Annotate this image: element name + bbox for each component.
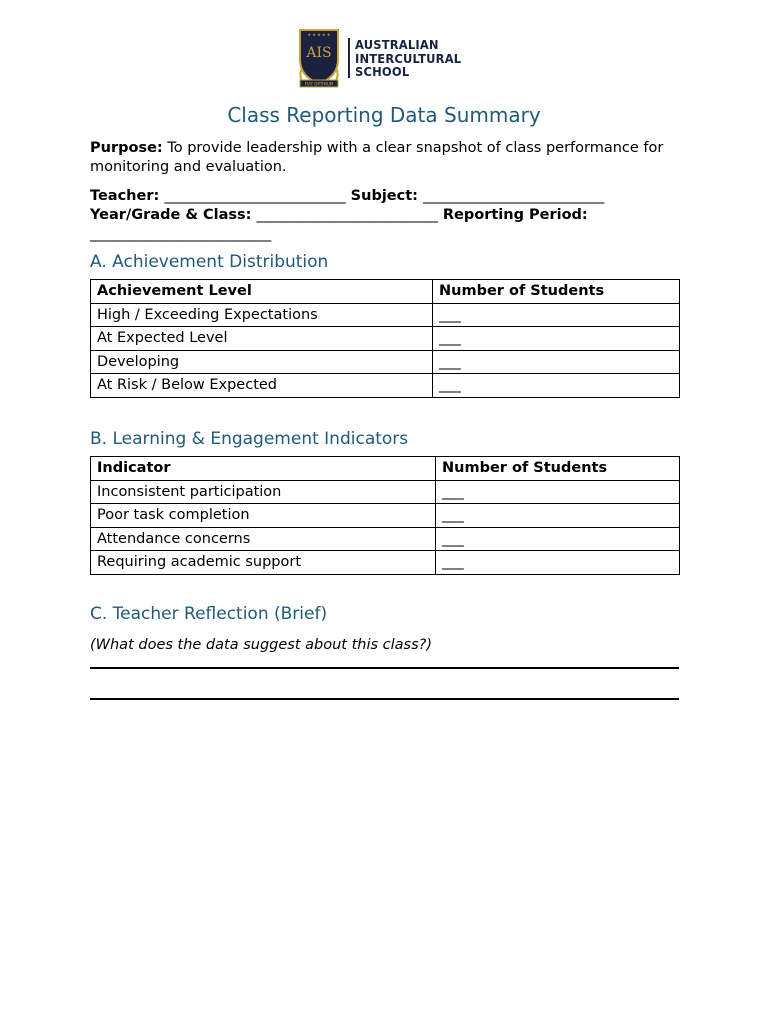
subject-field[interactable]: _________________________ bbox=[423, 188, 605, 204]
reporting-period-field[interactable]: _________________________ bbox=[90, 226, 272, 242]
column-header: Indicator bbox=[91, 457, 436, 481]
logo-divider bbox=[348, 38, 350, 78]
school-name-line: INTERCULTURAL bbox=[355, 50, 462, 66]
crest-icon bbox=[296, 26, 342, 90]
reporting-period-label: Reporting Period: bbox=[442, 207, 588, 223]
purpose-label: Purpose: bbox=[90, 140, 163, 156]
column-header: Achievement Level bbox=[91, 280, 433, 304]
achievement-table bbox=[90, 279, 680, 398]
reflection-prompt: (What does the data suggest about this class?) bbox=[90, 637, 432, 653]
school-logo bbox=[296, 26, 476, 90]
indicator-cell: Requiring academic support bbox=[91, 551, 436, 575]
reflection-line[interactable] bbox=[90, 698, 679, 700]
purpose-statement bbox=[90, 139, 680, 177]
page-title: Class Reporting Data Summary bbox=[227, 103, 541, 127]
school-name-line: AUSTRALIAN bbox=[355, 37, 439, 52]
table-header-row bbox=[91, 280, 680, 304]
indicator-cell: Poor task completion bbox=[91, 504, 436, 528]
crest-ribbon-text: FIAT OPTIMUM bbox=[304, 81, 334, 87]
school-name-line: SCHOOL bbox=[355, 64, 410, 79]
table-row bbox=[91, 350, 680, 374]
table-row bbox=[91, 374, 680, 398]
column-header: Number of Students bbox=[433, 280, 680, 304]
table-row bbox=[91, 504, 680, 528]
school-name bbox=[355, 38, 461, 79]
table-row bbox=[91, 303, 680, 327]
student-count-cell[interactable]: ___ bbox=[433, 327, 680, 351]
indicator-cell: Attendance concerns bbox=[91, 527, 436, 551]
year-class-field[interactable]: _________________________ bbox=[256, 207, 438, 223]
student-count-cell[interactable]: ___ bbox=[436, 480, 680, 504]
purpose-text: To provide leadership with a clear snapshot of class performance for monitoring and evaluation. bbox=[90, 140, 664, 175]
section-c-heading: C. Teacher Reflection (Brief) bbox=[90, 604, 328, 624]
subject-label: Subject: bbox=[350, 188, 418, 204]
teacher-field[interactable]: _________________________ bbox=[164, 188, 346, 204]
student-count-cell[interactable]: ___ bbox=[433, 303, 680, 327]
table-row bbox=[91, 480, 680, 504]
reflection-line[interactable] bbox=[90, 667, 679, 669]
svg-text:★ ★ ★ ★ ★: ★ ★ ★ ★ ★ bbox=[307, 32, 331, 37]
table-row bbox=[91, 527, 680, 551]
header-fields bbox=[90, 187, 690, 244]
student-count-cell[interactable]: ___ bbox=[436, 504, 680, 528]
achievement-level-cell: Developing bbox=[91, 350, 433, 374]
achievement-level-cell: At Risk / Below Expected bbox=[91, 374, 433, 398]
section-b-heading: B. Learning & Engagement Indicators bbox=[90, 429, 409, 449]
section-a-heading: A. Achievement Distribution bbox=[90, 252, 329, 272]
achievement-level-cell: High / Exceeding Expectations bbox=[91, 303, 433, 327]
table-row bbox=[91, 327, 680, 351]
table-header-row bbox=[91, 457, 680, 481]
year-class-label: Year/Grade & Class: bbox=[90, 207, 252, 223]
crest-initials: AIS bbox=[306, 45, 332, 61]
column-header: Number of Students bbox=[436, 457, 680, 481]
indicator-cell: Inconsistent participation bbox=[91, 480, 436, 504]
achievement-level-cell: At Expected Level bbox=[91, 327, 433, 351]
teacher-label: Teacher: bbox=[90, 188, 160, 204]
student-count-cell[interactable]: ___ bbox=[436, 551, 680, 575]
student-count-cell[interactable]: ___ bbox=[436, 527, 680, 551]
table-row bbox=[91, 551, 680, 575]
student-count-cell[interactable]: ___ bbox=[433, 374, 680, 398]
engagement-table bbox=[90, 456, 680, 575]
student-count-cell[interactable]: ___ bbox=[433, 350, 680, 374]
